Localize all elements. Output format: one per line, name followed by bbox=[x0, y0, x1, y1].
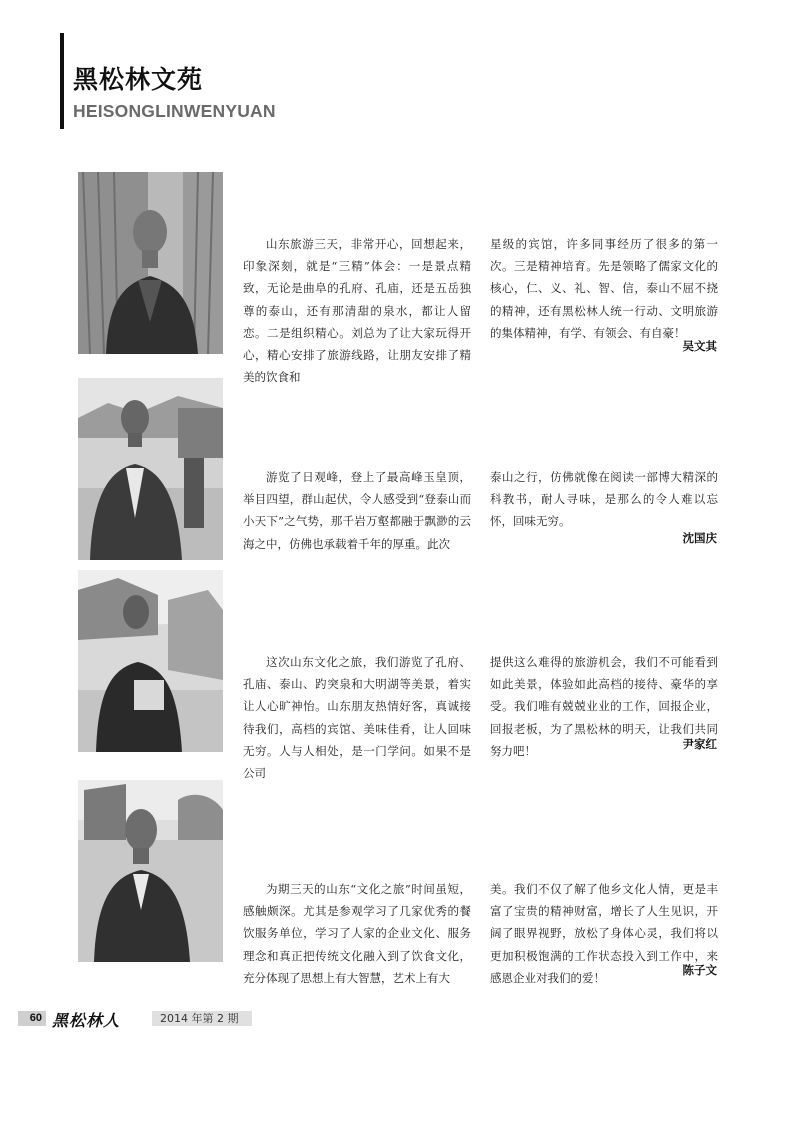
magazine-logo: 黑松林人 bbox=[52, 1011, 121, 1030]
article-1-left-text: 山东旅游三天，非常开心，回想起来，印象深刻，就是“三精”体会：一是景点精致，无论是曲阜的孔府、孔庙，还是五岳独尊的泰山，还有那清甜的泉水，都让人留恋。二是组织精心。刘总为了让大家玩得开心，精心安排了旅游线路，让朋友安排了精美的饮食和 bbox=[243, 237, 471, 385]
page-footer bbox=[18, 1011, 239, 1030]
author-photo-4 bbox=[78, 780, 223, 962]
article-2-right-text: 泰山之行，仿佛就像在阅读一部博大精深的科教书，耐人寻味，是那么的令人难以忘怀，回味无穷。 bbox=[490, 470, 718, 529]
author-photo-3 bbox=[78, 570, 223, 752]
page-number: 60 bbox=[18, 1011, 46, 1026]
article-3-author: 尹家红 bbox=[682, 737, 717, 751]
article-1-author: 吴文其 bbox=[682, 339, 717, 353]
author-photo-1 bbox=[78, 172, 223, 354]
article-1-right-text: 星级的宾馆，许多同事经历了很多的第一次。三是精神培育。先是领略了儒家文化的核心，仁、义、礼、智、信，泰山不屈不挠的精神，还有黑松林人统一行动、文明旅游的集体精神，有学、有领会、有自豪！ bbox=[490, 237, 718, 340]
article-4-right-text: 美。我们不仅了解了他乡文化人情，更是丰富了宝贵的精神财富，增长了人生见识，开阔了眼界视野，放松了身体心灵，我们将以更加积极饱满的工作状态投入到工作中，来感恩企业对我们的爱！ bbox=[490, 882, 718, 985]
title-accent-bar bbox=[60, 33, 64, 129]
author-photo-2 bbox=[78, 378, 223, 560]
page-title: 黑松林文苑 bbox=[73, 65, 204, 94]
issue-label: 2014 年第 2 期 bbox=[152, 1011, 252, 1026]
article-4-author: 陈子文 bbox=[682, 963, 717, 977]
page-subtitle: HEISONGLINWENYUAN bbox=[73, 101, 276, 121]
article-2-author: 沈国庆 bbox=[682, 531, 717, 545]
article-3-left-text: 这次山东文化之旅，我们游览了孔府、孔庙、泰山、趵突泉和大明湖等美景，着实让人心旷神怡。山东朋友热情好客，真诚接待我们，高档的宾馆、美味佳肴，让人回味无穷。人与人相处，是一门学问。如果不是公司 bbox=[243, 655, 471, 781]
article-2-left-text: 游览了日观峰，登上了最高峰玉皇顶，举目四望，群山起伏，令人感受到“登泰山而小天下”之气势，那千岩万壑都融于飘渺的云海之中，仿佛也承载着千年的厚重。此次 bbox=[243, 470, 471, 551]
article-4-left-text: 为期三天的山东“文化之旅”时间虽短，感触颇深。尤其是参观学习了几家优秀的餐饮服务单位，学习了人家的企业文化、服务理念和真正把传统文化融入到了饮食文化，充分体现了思想上有大智慧，艺术上有大 bbox=[243, 882, 471, 985]
article-3-right-text: 提供这么难得的旅游机会，我们不可能看到如此美景，体验如此高档的接待、豪华的享受。我们唯有兢兢业业的工作，回报企业，回报老板，为了黑松林的明天，让我们共同努力吧！ bbox=[490, 655, 718, 758]
